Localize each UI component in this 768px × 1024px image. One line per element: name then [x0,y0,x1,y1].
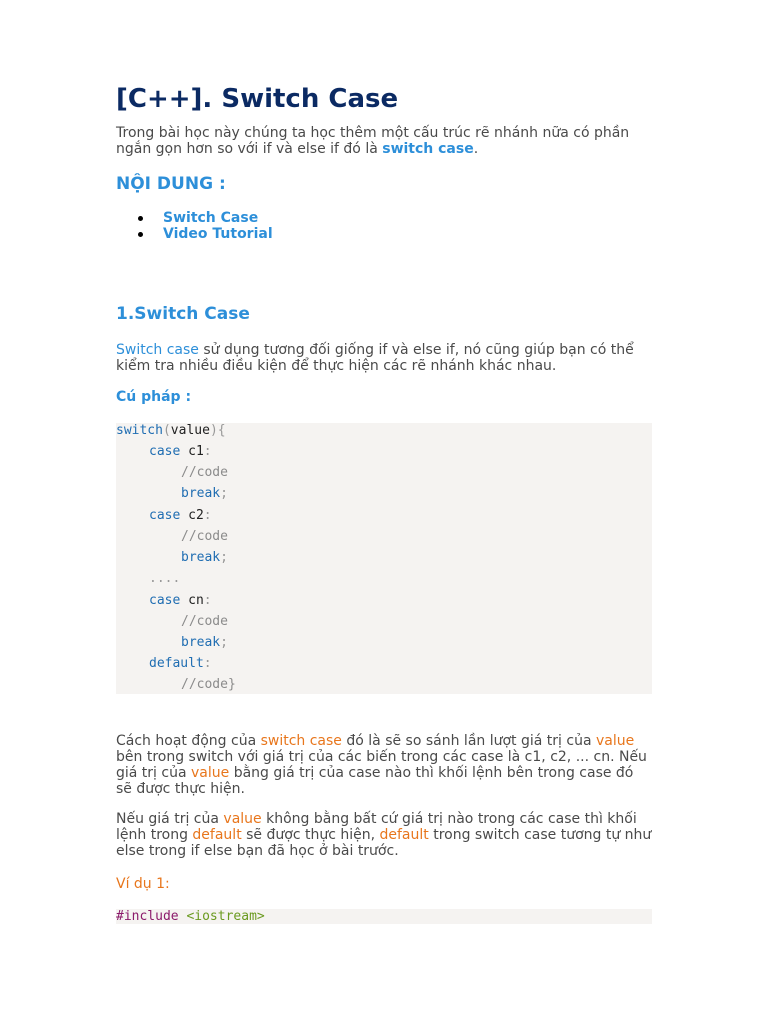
highlight-value: value [595,733,635,749]
code-line: case c1: [149,444,212,459]
toc-item-switch-case[interactable]: Switch Case [116,210,273,226]
switch-case-inline-link[interactable]: Switch case [116,342,199,358]
example-label: Ví dụ 1: [116,876,170,892]
highlight-default: default [379,827,429,843]
code-block-syntax [116,423,652,694]
section-heading-switch-case: 1.Switch Case [116,304,250,324]
code-line: break; [181,635,228,650]
highlight-switch-case: switch case [260,733,342,749]
code-line: //code [181,614,228,629]
code-line: .... [149,571,181,586]
code-line: //code [181,465,228,480]
table-of-contents [116,210,273,242]
section-paragraph [116,342,652,374]
intro-text-end: . [473,141,479,157]
intro-text: Trong bài học này chúng ta học thêm một cấu trúc rẽ nhánh nữa có phần ngắn gọn hơn so với if và else if đó là [116,125,630,157]
code-line: break; [181,486,228,501]
page-title: [C++]. Switch Case [116,84,399,114]
highlight-default: default [192,827,242,843]
code-line: switch(value){ [116,423,226,438]
toc-item-video-tutorial[interactable]: Video Tutorial [116,226,273,242]
code-line: //code} [181,677,236,692]
include-directive: #include [116,909,179,924]
code-line: //code [181,529,228,544]
switch-case-link[interactable]: switch case [382,141,474,157]
section-paragraph-text: sử dụng tương đối giống if và else if, nó cũng giúp bạn có thể kiểm tra nhiều điều kiện để thực hiện các rẽ nhánh khác nhau. [116,342,634,374]
code-line: default: [149,656,212,671]
code-block-example [116,909,652,924]
code-line: break; [181,550,228,565]
code-line: case c2: [149,508,212,523]
syntax-label: Cú pháp : [116,389,192,405]
highlight-value: value [223,811,262,827]
highlight-value: value [191,765,230,781]
code-line: case cn: [149,593,212,608]
include-header: <iostream> [186,909,265,924]
default-paragraph: Nếu giá trị của value không bằng bất cứ giá trị nào trong các case thì khối lệnh trong default sẽ được thực hiện, default trong switch case tương tự như else trong if else bạn đã học ở bài trước. [116,811,652,859]
explanation-paragraph: Cách hoạt động của switch case đó là sẽ so sánh lần lượt giá trị của value bên trong switch với giá trị của các biến trong các case là c1, c2, ... cn. Nếu giá trị của value bằng giá trị của case nào thì khối lệnh bên trong case đó sẽ được thực hiện. [116,733,647,797]
intro-paragraph [116,125,652,157]
toc-heading: NỘI DUNG : [116,174,226,194]
